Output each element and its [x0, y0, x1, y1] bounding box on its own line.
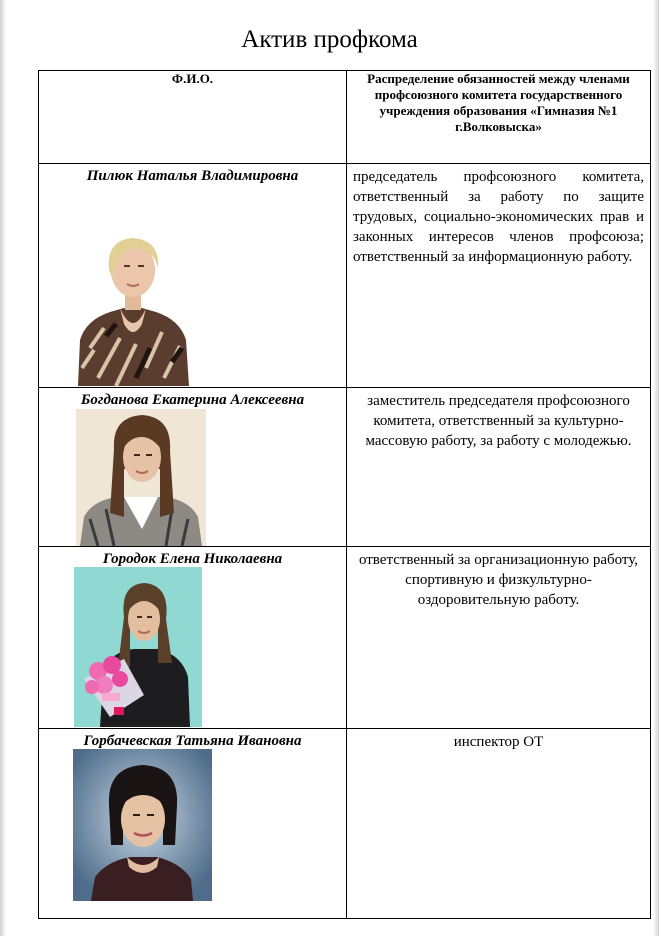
member-name: Богданова Екатерина Алексеевна [80, 392, 305, 408]
page-title: Актив профкома [241, 26, 418, 53]
table-row [39, 388, 651, 547]
header-duties: Распределение обязанностей между членами профсоюзного комитета государственного учреждения образования «Гимназия №1 г.Волковыска» [347, 71, 651, 164]
member-photo [76, 228, 190, 386]
member-name: Горбачевская Татьяна Ивановна [83, 733, 302, 749]
page-right-edge [653, 0, 659, 936]
member-name: Городок Елена Николаевна [102, 551, 283, 567]
member-duties: председатель профсоюзного комитета, ответственный за работу по защите трудовых, социально-экономических прав и законных интересов членов профсоюза; ответственный за информационную работу. [353, 169, 644, 265]
page-left-edge [0, 0, 6, 936]
member-duties: ответственный за организационную работу, спортивную и физкультурно-оздоровительную работу. [358, 552, 639, 608]
committee-table [38, 70, 651, 919]
table-row [39, 547, 651, 729]
member-photo [74, 567, 202, 727]
header-name: Ф.И.О. [39, 71, 347, 164]
member-photo [73, 749, 212, 901]
table-row [39, 729, 651, 919]
member-photo [76, 409, 206, 546]
member-duties: заместитель председателя профсоюзного комитета, ответственный за культурно-массовую работу, за работу с молодежью. [365, 393, 632, 449]
member-duties: инспектор ОТ [453, 734, 544, 750]
member-name: Пилюк Наталья Владимировна [86, 168, 299, 184]
table-row [39, 164, 651, 388]
